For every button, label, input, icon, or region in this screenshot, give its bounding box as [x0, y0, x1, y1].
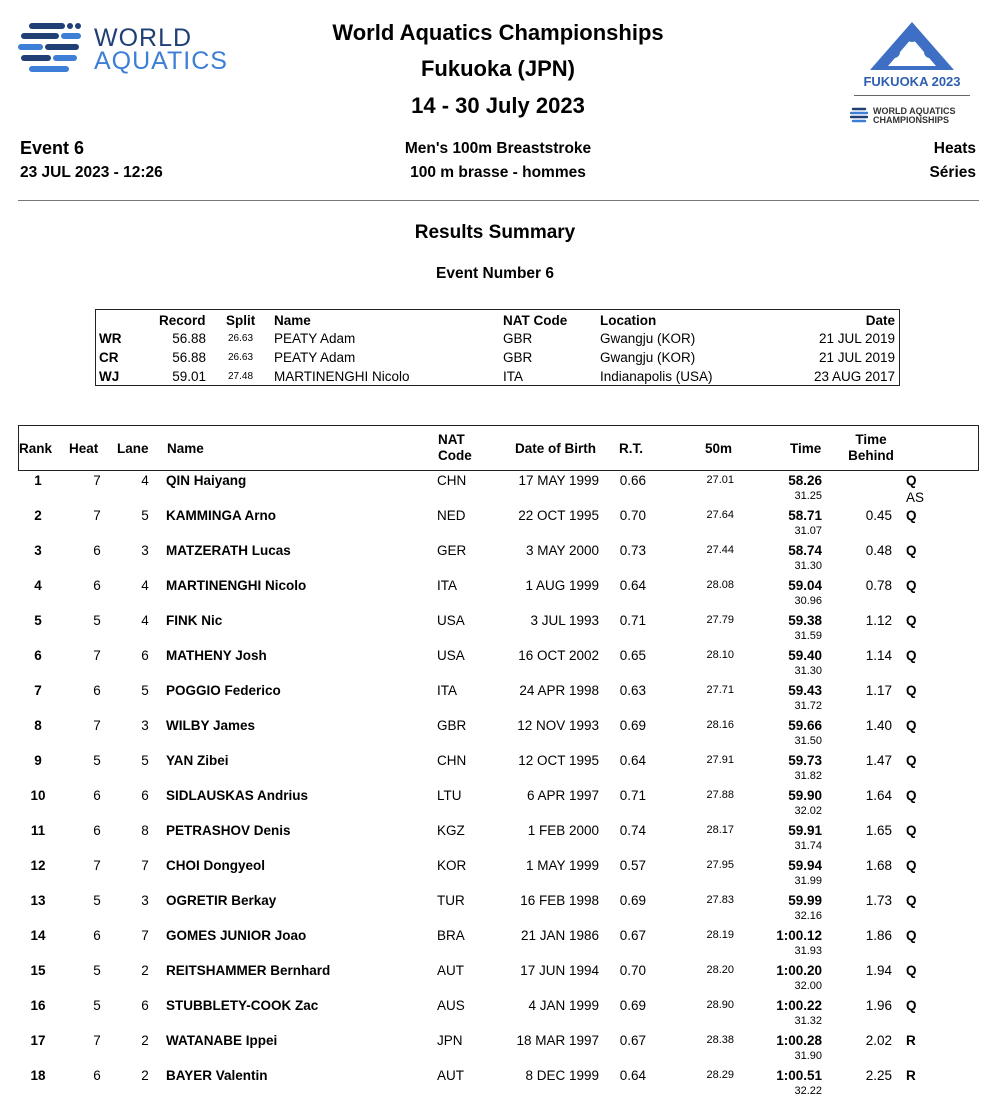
- nat-cell: JPN: [437, 1033, 463, 1048]
- record-nat: ITA: [503, 369, 523, 384]
- dob-cell: 4 JAN 1999: [528, 998, 599, 1013]
- record-holder-name: PEATY Adam: [274, 331, 356, 346]
- split-100m-cell: 31.30: [794, 665, 822, 677]
- final-time-cell: 59.90: [788, 788, 822, 803]
- rank-cell: 10: [30, 788, 46, 803]
- logo-word-aquatics: AQUATICS: [94, 47, 228, 75]
- swimmer-name: BAYER Valentin: [166, 1068, 268, 1083]
- final-time-cell: 58.71: [788, 508, 822, 523]
- split-50m-cell: 28.90: [706, 999, 734, 1011]
- dob-cell: 6 APR 1997: [526, 788, 599, 803]
- lane-cell: 3: [141, 718, 149, 733]
- swimmer-name: CHOI Dongyeol: [166, 858, 266, 873]
- record-type: WJ: [99, 369, 120, 384]
- rank-cell: 18: [30, 1068, 46, 1083]
- col-lane: Lane: [117, 441, 149, 456]
- heat-cell: 5: [93, 753, 101, 768]
- dob-cell: 17 JUN 1994: [520, 963, 599, 978]
- col-nat-code: NAT Code: [438, 432, 472, 463]
- lane-cell: 2: [141, 1068, 149, 1083]
- table-row: [0, 928, 990, 963]
- swimmer-name: QIN Haiyang: [166, 473, 247, 488]
- final-time-cell: 59.99: [788, 893, 822, 908]
- record-nat: GBR: [503, 350, 533, 365]
- final-time-cell: 59.40: [788, 648, 822, 663]
- split-50m-cell: 27.01: [706, 474, 734, 486]
- record-time: 56.88: [172, 350, 206, 365]
- swimmer-name: OGRETIR Berkay: [166, 893, 277, 908]
- swimmer-name: MARTINENGHI Nicolo: [166, 578, 307, 593]
- records-header-location: Location: [600, 313, 657, 328]
- record-time: 56.88: [172, 331, 206, 346]
- swimmer-name: STUBBLETY-COOK Zac: [166, 998, 319, 1013]
- dob-cell: 17 MAY 1999: [518, 473, 599, 488]
- col-time-behind: Time Behind: [848, 432, 894, 463]
- time-behind-cell: 2.02: [865, 1033, 892, 1048]
- dob-cell: 16 FEB 1998: [520, 893, 599, 908]
- rank-cell: 15: [30, 963, 46, 978]
- time-behind-cell: 1.64: [865, 788, 892, 803]
- time-behind-cell: 1.17: [865, 683, 892, 698]
- split-100m-cell: 32.00: [794, 980, 822, 992]
- dob-cell: 18 MAR 1997: [516, 1033, 599, 1048]
- reaction-time-cell: 0.57: [619, 858, 646, 873]
- final-time-cell: 1:00.20: [776, 963, 822, 978]
- rank-cell: 13: [30, 893, 46, 908]
- record-split: 26.63: [228, 352, 254, 363]
- nat-cell: GER: [437, 543, 467, 558]
- dob-cell: 12 OCT 1995: [518, 753, 599, 768]
- heat-cell: 6: [93, 578, 101, 593]
- rank-cell: 17: [30, 1033, 46, 1048]
- rank-cell: 14: [30, 928, 46, 943]
- split-100m-cell: 31.25: [794, 490, 822, 502]
- heat-cell: 5: [93, 893, 101, 908]
- lane-cell: 3: [141, 893, 149, 908]
- qualification-cell: Q: [906, 683, 917, 698]
- record-type: WR: [99, 331, 122, 346]
- reaction-time-cell: 0.70: [619, 508, 646, 523]
- lane-cell: 6: [141, 648, 149, 663]
- reaction-time-cell: 0.64: [619, 578, 646, 593]
- reaction-time-cell: 0.66: [619, 473, 646, 488]
- lane-cell: 6: [141, 998, 149, 1013]
- final-time-cell: 59.04: [788, 578, 822, 593]
- dob-cell: 16 OCT 2002: [518, 648, 599, 663]
- split-50m-cell: 27.64: [706, 509, 734, 521]
- table-row: [0, 543, 990, 578]
- split-50m-cell: 27.91: [706, 754, 734, 766]
- lane-cell: 8: [141, 823, 149, 838]
- qualification-cell: Q: [906, 753, 917, 768]
- reaction-time-cell: 0.71: [619, 788, 646, 803]
- heat-cell: 6: [93, 823, 101, 838]
- split-50m-cell: 27.71: [706, 684, 734, 696]
- championships-mini-waves-icon: [850, 107, 868, 123]
- rank-cell: 9: [34, 753, 42, 768]
- split-50m-cell: 28.19: [706, 929, 734, 941]
- lane-cell: 7: [141, 928, 149, 943]
- time-behind-cell: 0.78: [865, 578, 892, 593]
- qualification-cell: Q: [906, 858, 917, 873]
- split-50m-cell: 28.17: [706, 824, 734, 836]
- split-50m-cell: 28.38: [706, 1034, 734, 1046]
- table-row: [0, 788, 990, 823]
- lane-cell: 7: [141, 858, 149, 873]
- split-50m-cell: 27.88: [706, 789, 734, 801]
- time-behind-cell: 1.65: [865, 823, 892, 838]
- split-100m-cell: 31.50: [794, 735, 822, 747]
- final-time-cell: 59.43: [788, 683, 822, 698]
- col-heat: Heat: [69, 441, 99, 456]
- records-header-date: Date: [865, 313, 895, 328]
- table-row: [0, 998, 990, 1033]
- event-number-label: Event Number 6: [435, 265, 554, 282]
- rank-cell: 5: [34, 613, 42, 628]
- qualification-cell: Q: [906, 928, 917, 943]
- time-behind-cell: 1.47: [865, 753, 892, 768]
- dob-cell: 1 FEB 2000: [527, 823, 599, 838]
- record-location: Gwangju (KOR): [600, 350, 696, 365]
- qualification-cell: R: [906, 1068, 916, 1083]
- col-dob: Date of Birth: [515, 441, 596, 456]
- final-time-cell: 1:00.28: [776, 1033, 822, 1048]
- records-header-split: Split: [226, 313, 256, 328]
- world-aquatics-waves-icon: [18, 20, 88, 78]
- swimmer-name: YAN Zibei: [166, 753, 229, 768]
- table-row: [0, 963, 990, 998]
- results-header: [18, 425, 979, 471]
- nat-cell: BRA: [437, 928, 465, 943]
- nat-cell: TUR: [437, 893, 465, 908]
- reaction-time-cell: 0.65: [619, 648, 646, 663]
- reaction-time-cell: 0.64: [619, 1068, 646, 1083]
- logo-word-world: WORLD: [94, 24, 193, 52]
- split-100m-cell: 32.02: [794, 805, 822, 817]
- heat-cell: 7: [93, 1033, 101, 1048]
- dob-cell: 1 MAY 1999: [525, 858, 599, 873]
- dob-cell: 21 JAN 1986: [520, 928, 599, 943]
- swimmer-name: REITSHAMMER Bernhard: [166, 963, 331, 978]
- heat-cell: 7: [93, 648, 101, 663]
- heat-cell: 5: [93, 963, 101, 978]
- time-behind-cell: 1.94: [865, 963, 892, 978]
- swimmer-name: MATHENY Josh: [166, 648, 267, 663]
- rank-cell: 8: [34, 718, 42, 733]
- nat-cell: NED: [437, 508, 466, 523]
- rank-cell: 11: [30, 823, 46, 838]
- time-behind-cell: 1.96: [865, 998, 892, 1013]
- lane-cell: 4: [141, 578, 149, 593]
- records-header-nat: NAT Code: [503, 313, 568, 328]
- event-number: Event 6: [20, 138, 85, 158]
- nat-cell: CHN: [437, 473, 467, 488]
- heat-cell: 6: [93, 1068, 101, 1083]
- swimmer-name: MATZERATH Lucas: [166, 543, 291, 558]
- final-time-cell: 59.94: [788, 858, 822, 873]
- final-time-cell: 1:00.51: [776, 1068, 822, 1083]
- rank-cell: 16: [30, 998, 46, 1013]
- time-behind-cell: 1.73: [865, 893, 892, 908]
- split-100m-cell: 32.22: [794, 1085, 822, 1097]
- nat-cell: USA: [437, 613, 465, 628]
- records-table: [95, 309, 900, 386]
- swimmer-name: SIDLAUSKAS Andrius: [166, 788, 309, 803]
- split-100m-cell: 32.16: [794, 910, 822, 922]
- heat-cell: 6: [93, 683, 101, 698]
- table-row: [0, 753, 990, 788]
- record-holder-name: PEATY Adam: [274, 350, 356, 365]
- final-time-cell: 1:00.12: [776, 928, 822, 943]
- qualification-cell: Q: [906, 718, 917, 733]
- split-100m-cell: 31.72: [794, 700, 822, 712]
- nat-cell: KGZ: [437, 823, 465, 838]
- fukuoka-mountain-icon: [842, 18, 982, 74]
- record-date: 21 JUL 2019: [818, 350, 895, 365]
- records-header-record: Record: [159, 313, 206, 328]
- split-50m-cell: 28.08: [706, 579, 734, 591]
- lane-cell: 5: [141, 753, 149, 768]
- reaction-time-cell: 0.67: [619, 1033, 646, 1048]
- final-time-cell: 59.66: [788, 718, 822, 733]
- final-time-cell: 59.91: [788, 823, 822, 838]
- lane-cell: 5: [141, 683, 149, 698]
- record-nat: GBR: [503, 331, 533, 346]
- world-aquatics-logo: [18, 20, 248, 80]
- heat-cell: 5: [93, 613, 101, 628]
- final-time-cell: 58.26: [788, 473, 822, 488]
- split-50m-cell: 28.10: [706, 649, 734, 661]
- record-holder-name: MARTINENGHI Nicolo: [274, 369, 410, 384]
- split-50m-cell: 27.79: [706, 614, 734, 626]
- heat-cell: 6: [93, 788, 101, 803]
- heat-cell: 7: [93, 858, 101, 873]
- final-time-cell: 1:00.22: [776, 998, 822, 1013]
- lane-cell: 4: [141, 613, 149, 628]
- heat-cell: 7: [93, 718, 101, 733]
- rank-cell: 2: [34, 508, 42, 523]
- time-behind-cell: 1.86: [865, 928, 892, 943]
- dob-cell: 1 AUG 1999: [525, 578, 599, 593]
- reaction-time-cell: 0.63: [619, 683, 646, 698]
- split-100m-cell: 31.32: [794, 1015, 822, 1027]
- qualification-cell: Q: [906, 508, 917, 523]
- qualification-cell: Q: [906, 648, 917, 663]
- reaction-time-cell: 0.71: [619, 613, 646, 628]
- split-100m-cell: 31.59: [794, 630, 822, 642]
- table-row: [0, 893, 990, 928]
- event-name-en: Men's 100m Breaststroke: [404, 140, 592, 157]
- lane-cell: 5: [141, 508, 149, 523]
- split-50m-cell: 28.29: [706, 1069, 734, 1081]
- rank-cell: 1: [34, 473, 42, 488]
- table-row: [0, 613, 990, 648]
- split-100m-cell: 31.90: [794, 1050, 822, 1062]
- record-time: 59.01: [172, 369, 206, 384]
- swimmer-name: GOMES JUNIOR Joao: [166, 928, 307, 943]
- heat-cell: 5: [93, 998, 101, 1013]
- split-100m-cell: 31.07: [794, 525, 822, 537]
- results-summary-title: Results Summary: [414, 222, 576, 243]
- rank-cell: 6: [34, 648, 42, 663]
- split-100m-cell: 31.82: [794, 770, 822, 782]
- table-row: [0, 1033, 990, 1068]
- logo-divider: [854, 95, 970, 96]
- split-50m-cell: 27.95: [706, 859, 734, 871]
- qualification-cell: Q: [906, 578, 917, 593]
- lane-cell: 2: [141, 963, 149, 978]
- time-behind-cell: 0.48: [865, 543, 892, 558]
- qualification-cell: Q: [906, 963, 917, 978]
- time-behind-cell: 1.12: [865, 613, 892, 628]
- qualification-cell: Q: [906, 998, 917, 1013]
- final-time-cell: 59.38: [788, 613, 822, 628]
- final-time-cell: 59.73: [788, 753, 822, 768]
- qualification-cell: Q: [906, 823, 917, 838]
- split-100m-cell: 31.93: [794, 945, 822, 957]
- split-50m-cell: 27.44: [706, 544, 734, 556]
- event-phase-en: Heats: [933, 140, 976, 157]
- reaction-time-cell: 0.67: [619, 928, 646, 943]
- reaction-time-cell: 0.69: [619, 998, 646, 1013]
- col-name: Name: [167, 441, 204, 456]
- reaction-time-cell: 0.70: [619, 963, 646, 978]
- reaction-time-cell: 0.69: [619, 718, 646, 733]
- nat-cell: GBR: [437, 718, 467, 733]
- final-time-cell: 58.74: [788, 543, 822, 558]
- nat-cell: LTU: [437, 788, 462, 803]
- time-behind-cell: 2.25: [865, 1068, 892, 1083]
- split-50m-cell: 28.16: [706, 719, 734, 731]
- split-100m-cell: 31.99: [794, 875, 822, 887]
- qualification-cell: Q: [906, 543, 917, 558]
- table-row: [0, 683, 990, 718]
- swimmer-name: KAMMINGA Arno: [166, 508, 276, 523]
- split-50m-cell: 28.20: [706, 964, 734, 976]
- dob-cell: 24 APR 1998: [519, 683, 599, 698]
- nat-cell: AUT: [437, 963, 464, 978]
- swimmer-name: WATANABE Ippei: [166, 1033, 278, 1048]
- col-rank: Rank: [19, 441, 53, 456]
- record-note-cell: AS: [906, 490, 925, 505]
- time-behind-cell: 1.14: [865, 648, 892, 663]
- table-row: [0, 473, 990, 508]
- reaction-time-cell: 0.64: [619, 753, 646, 768]
- dob-cell: 3 JUL 1993: [530, 613, 599, 628]
- qualification-cell: Q: [906, 473, 917, 488]
- lane-cell: 2: [141, 1033, 149, 1048]
- reaction-time-cell: 0.73: [619, 543, 646, 558]
- nat-cell: KOR: [437, 858, 467, 873]
- time-behind-cell: 1.40: [865, 718, 892, 733]
- col-time: Time: [790, 441, 822, 456]
- table-row: [0, 1068, 990, 1103]
- nat-cell: USA: [437, 648, 465, 663]
- reaction-time-cell: 0.69: [619, 893, 646, 908]
- lane-cell: 4: [141, 473, 149, 488]
- record-location: Gwangju (KOR): [600, 331, 696, 346]
- table-row: [0, 508, 990, 543]
- swimmer-name: POGGIO Federico: [166, 683, 281, 698]
- table-row: [0, 858, 990, 893]
- swimmer-name: FINK Nic: [166, 613, 223, 628]
- dob-cell: 22 OCT 1995: [518, 508, 599, 523]
- heat-cell: 7: [93, 473, 101, 488]
- championship-location: Fukuoka (JPN): [420, 56, 576, 81]
- table-row: [0, 578, 990, 613]
- reaction-time-cell: 0.74: [619, 823, 646, 838]
- lane-cell: 3: [141, 543, 149, 558]
- qualification-cell: Q: [906, 893, 917, 908]
- record-location: Indianapolis (USA): [600, 369, 713, 384]
- event-datetime: 23 JUL 2023 - 12:26: [20, 164, 163, 181]
- championship-title: World Aquatics Championships: [332, 20, 664, 45]
- record-split: 26.63: [228, 333, 254, 344]
- championship-dates: 14 - 30 July 2023: [411, 93, 585, 118]
- table-row: [0, 648, 990, 683]
- record-date: 21 JUL 2019: [818, 331, 895, 346]
- fukuoka-year-text: FUKUOKA 2023: [863, 74, 961, 89]
- dob-cell: 12 NOV 1993: [517, 718, 599, 733]
- rank-cell: 12: [30, 858, 46, 873]
- heat-cell: 6: [93, 928, 101, 943]
- record-type: CR: [99, 350, 119, 365]
- fukuoka-2023-logo: [842, 18, 982, 128]
- records-header-name: Name: [274, 313, 311, 328]
- split-100m-cell: 30.96: [794, 595, 822, 607]
- split-100m-cell: 31.30: [794, 560, 822, 572]
- heat-cell: 7: [93, 508, 101, 523]
- rank-cell: 4: [34, 578, 42, 593]
- nat-cell: AUT: [437, 1068, 464, 1083]
- lane-cell: 6: [141, 788, 149, 803]
- championships-text: WORLD AQUATICS CHAMPIONSHIPS: [873, 106, 956, 125]
- nat-cell: AUS: [437, 998, 465, 1013]
- qualification-cell: Q: [906, 613, 917, 628]
- nat-cell: ITA: [437, 578, 457, 593]
- dob-cell: 3 MAY 2000: [525, 543, 599, 558]
- event-phase-fr: Séries: [929, 164, 976, 181]
- qualification-cell: Q: [906, 788, 917, 803]
- split-50m-cell: 27.83: [706, 894, 734, 906]
- nat-cell: ITA: [437, 683, 457, 698]
- split-100m-cell: 31.74: [794, 840, 822, 852]
- time-behind-cell: 0.45: [865, 508, 892, 523]
- swimmer-name: WILBY James: [166, 718, 256, 733]
- qualification-cell: R: [906, 1033, 916, 1048]
- dob-cell: 8 DEC 1999: [525, 1068, 599, 1083]
- record-split: 27.48: [228, 371, 254, 382]
- heat-cell: 6: [93, 543, 101, 558]
- swimmer-name: PETRASHOV Denis: [166, 823, 291, 838]
- nat-cell: CHN: [437, 753, 467, 768]
- table-row: [0, 718, 990, 753]
- table-row: [0, 823, 990, 858]
- record-date: 23 AUG 2017: [813, 369, 895, 384]
- col-rt: R.T.: [619, 441, 644, 456]
- header-divider: [18, 200, 979, 201]
- rank-cell: 3: [34, 543, 42, 558]
- event-name-fr: 100 m brasse - hommes: [410, 164, 586, 181]
- rank-cell: 7: [34, 683, 42, 698]
- time-behind-cell: 1.68: [865, 858, 892, 873]
- col-50m: 50m: [705, 441, 733, 456]
